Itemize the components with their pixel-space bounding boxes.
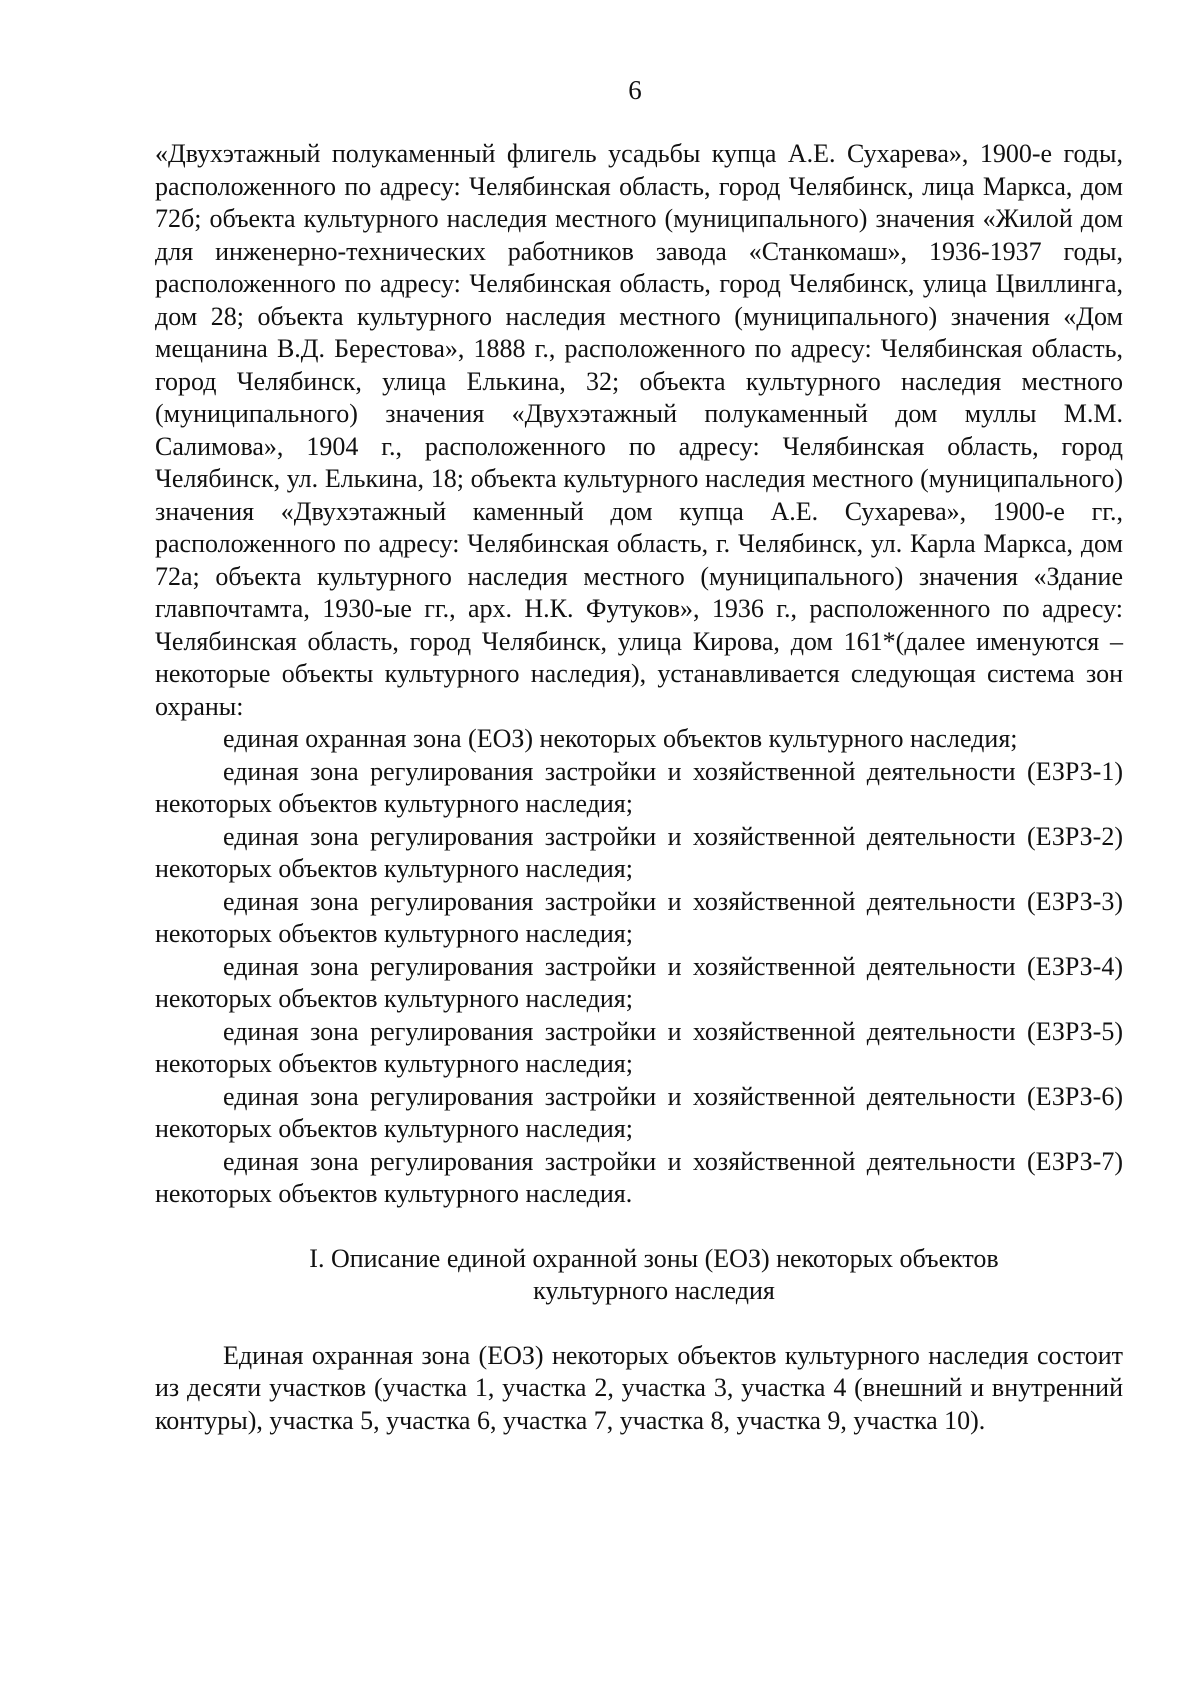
zone-item: единая зона регулирования застройки и хозяйственной деятельности (ЕЗРЗ-3) некоторых объектов культурного наследия; <box>155 886 1123 948</box>
zone-item: единая зона регулирования застройки и хозяйственной деятельности (ЕЗРЗ-7) некоторых объектов культурного наследия. <box>155 1146 1123 1208</box>
zone-item: единая зона регулирования застройки и хозяйственной деятельности (ЕЗРЗ-1) некоторых объектов культурного наследия; <box>155 756 1123 818</box>
zone-item: единая зона регулирования застройки и хозяйственной деятельности (ЕЗРЗ-5) некоторых объектов культурного наследия; <box>155 1016 1123 1078</box>
section-heading-line-2: культурного наследия <box>533 1276 775 1305</box>
document-body <box>155 138 1123 1437</box>
zone-item: единая зона регулирования застройки и хозяйственной деятельности (ЕЗРЗ-4) некоторых объектов культурного наследия; <box>155 951 1123 1013</box>
zone-item: единая зона регулирования застройки и хозяйственной деятельности (ЕЗРЗ-2) некоторых объектов культурного наследия; <box>155 821 1123 883</box>
section-heading <box>155 1243 1123 1308</box>
zone-item: единая зона регулирования застройки и хозяйственной деятельности (ЕЗРЗ-6) некоторых объектов культурного наследия; <box>155 1081 1123 1143</box>
page-number: 6 <box>628 75 642 105</box>
intro-paragraph: «Двухэтажный полукаменный флигель усадьбы купца А.Е. Сухарева», 1900-е годы, расположенного по адресу: Челябинская область, город Челябинск, лица Маркса, дом 72б; объекта культурного наследия местного (муниципального) значения «Жилой дом для инженерно-технических работников завода «Станкомаш», 1936-1937 годы, расположенного по адресу: Челябинская область, город Челябинск, улица Цвиллинга, дом 28; объекта культурного наследия местного (муниципального) значения «Дом мещанина В.Д. Берестова», 1888 г., расположенного по адресу: Челябинская область, город Челябинск, улица Елькина, 32; объекта культурного наследия местного (муниципального) значения «Двухэтажный полукаменный дом муллы М.М. Салимова», 1904 г., расположенного по адресу: Челябинская область, город Челябинск, ул. Елькина, 18; объекта культурного наследия местного (муниципального) значения «Двухэтажный каменный дом купца А.Е. Сухарева», 1900-е гг., расположенного по адресу: Челябинская область, г. Челябинск, ул. Карла Маркса, дом 72а; объекта культурного наследия местного (муниципального) значения «Здание главпочтамта, 1930-ые гг., арх. Н.К. Футуков», 1936 г., расположенного по адресу: Челябинская область, город Челябинск, улица Кирова, дом 161*(далее именуются – некоторые объекты культурного наследия), устанавливается следующая система зон охраны: <box>155 139 1123 721</box>
section-heading-line-1: I. Описание единой охранной зоны (ЕОЗ) некоторых объектов <box>309 1243 999 1273</box>
closing-paragraph: Единая охранная зона (ЕОЗ) некоторых объектов культурного наследия состоит из десяти участков (участка 1, участка 2, участка 3, участка 4 (внешний и внутренний контуры), участка 5, участка 6, участка 7, участка 8, участка 9, участка 10). <box>155 1340 1123 1435</box>
zone-item: единая охранная зона (ЕОЗ) некоторых объектов культурного наследия; <box>223 724 1018 753</box>
